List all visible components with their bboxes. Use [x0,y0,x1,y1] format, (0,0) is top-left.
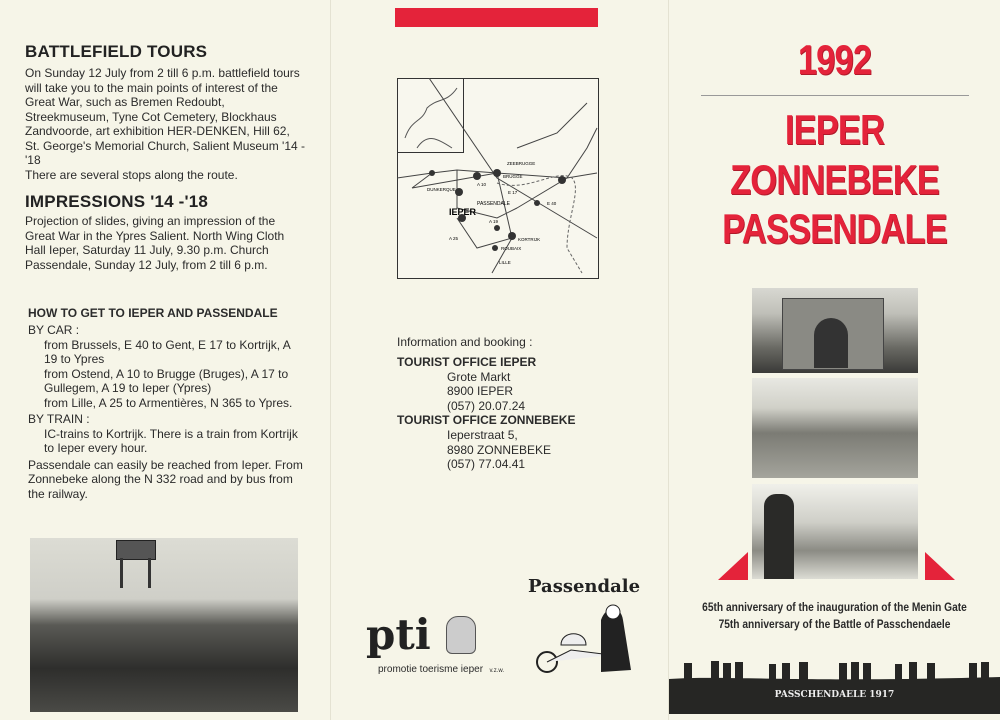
pti-logo [366,612,516,680]
info-booking-label: Information and booking : [397,335,533,349]
office-phone: (057) 77.04.41 [447,457,526,471]
battlefield-tours-text: On Sunday 12 July from 2 till 6 p.m. battlefield tours will take you to the main points of interest of the Great War, such as Bremen Redoubt, Streekmuseum, Tyne Cot Cemetery, Blockhaus Zandvoorde, art exhibition HER-DENKEN, Hill 62, St. George's Memorial Church, Salient Museum '14 - '18 [25,66,306,167]
town-title-passendale: PASSENDALE [722,205,947,252]
map-label-brugge: BRUGGE [503,174,523,179]
middle-panel [331,0,669,720]
map-label-a10: A 10 [477,182,487,187]
cat-mascot-icon [446,616,476,654]
red-accent-bar [395,8,598,27]
battlefield-photo [30,538,298,712]
map-label-e17: E 17 [508,190,518,195]
office-address: 8980 ZONNEBEKE [447,442,552,457]
menin-gate-photo [752,288,918,373]
directions-heading: HOW TO GET TO IEPER AND PASSENDALE [28,306,278,320]
passendale-logo: Passendale [528,576,641,597]
office-address: Ieperstraat 5, [447,428,518,442]
car-route: from Ostend, A 10 to Brugge (Bruges), A 17 to Gullegem, A 19 to Ieper (Ypres) [44,366,289,395]
veteran-cemetery-photo [752,484,918,579]
soldier-silhouettes [669,655,1000,685]
office-phone: (057) 20.07.24 [447,398,526,413]
pti-suffix: v.z.w. [489,668,505,674]
map-label-kortrijk: KORTRIJK [518,237,541,242]
map-label-zeebrugge: ZEEBRUGGE [507,161,536,166]
car-route: from Lille, A 25 to Armentières, N 365 to Ypres. [44,395,293,410]
battlefield-tours-note: There are several stops along the route. [25,167,238,182]
signpost [116,540,156,560]
pti-logo-text: pti [366,610,431,659]
red-corner-triangle [718,552,748,580]
booking-info [397,335,647,472]
map-label-dunkerque: DUNKERQUE [427,187,456,192]
right-panel [669,0,1000,720]
office-address: Grote Markt [447,369,511,384]
impressions-text: Projection of slides, giving an impression of the Great War in the Ypres Salient. North Wing Cloth Hall Ieper, Saturday 11 July, 9.30 p.m. Church Passendale, Sunday 12 July, from 2 till 6 p.m. [25,214,285,272]
region-map [397,78,599,279]
office-name: TOURIST OFFICE ZONNEBEKE [397,413,576,427]
battlefield-ruins-photo [752,378,918,478]
map-label-lille: LILLE [499,260,511,265]
office-name: TOURIST OFFICE IEPER [397,354,537,369]
by-train-label: BY TRAIN : [28,412,90,426]
europe-inset-map [398,79,464,153]
car-route: from Brussels, E 40 to Gent, E 17 to Kortrijk, A 19 to Ypres [44,337,291,366]
left-panel [0,0,331,720]
battlefield-tours-heading: BATTLEFIELD TOURS [25,42,208,61]
impressions-heading: IMPRESSIONS '14 -'18 [25,192,209,211]
train-info: IC-trains to Kortrijk. There is a train from Kortrijk to Ieper every hour. [44,426,298,455]
map-label-roubaix: ROUBAIX [501,246,522,251]
events-section [25,42,307,272]
map-label-ieper: IEPER [449,207,477,217]
office-address: 8900 IEPER [447,384,514,398]
map-label-a25: A 25 [449,236,459,241]
directions-section [28,306,306,501]
town-title-ieper: IEPER [784,106,885,153]
passendale-access-note: Passendale can easily be reached from Ieper. From Zonnebeke along the N 332 road and by bus from the railway. [28,457,303,501]
pti-tagline-row [378,662,504,677]
caption-passchendaele: 75th anniversary of the Battle of Passchendaele [718,617,951,631]
pti-tagline: promotie toerisme ieper [378,664,484,675]
town-title-zonnebeke: ZONNEBEKE [730,156,939,203]
map-label-e40: E 40 [547,201,557,206]
year-title: 1992 [797,36,872,83]
caption-menin-gate: 65th anniversary of the inauguration of the Menin Gate [702,600,967,614]
monk-wheelbarrow-illustration [531,600,641,680]
footer-title: PASSCHENDAELE 1917 [774,690,895,700]
red-corner-triangle [925,552,955,580]
divider [701,95,969,96]
map-label-passendale: PASSENDALE [477,201,510,207]
footer-band [669,682,1000,714]
by-car-label: BY CAR : [28,323,80,337]
map-label-a19: A 19 [489,219,499,224]
